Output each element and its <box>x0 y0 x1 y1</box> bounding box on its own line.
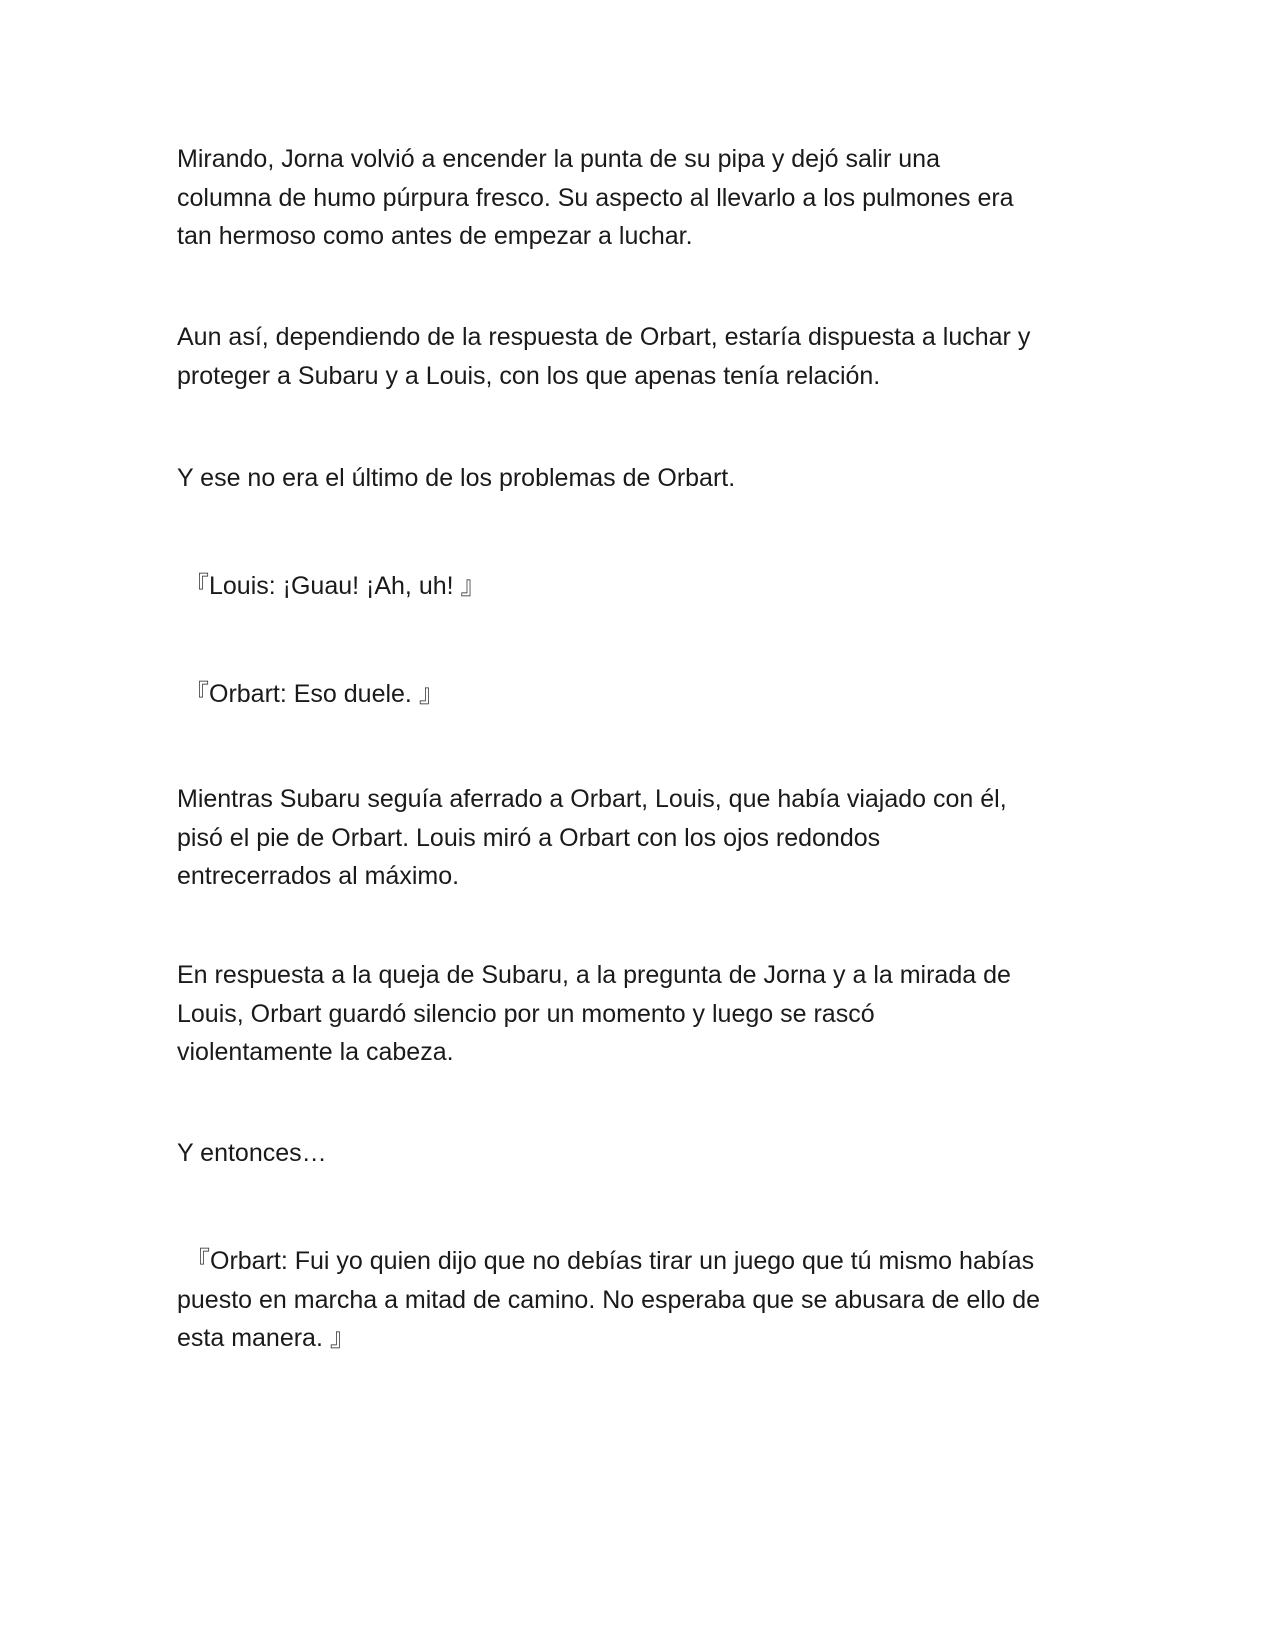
text-line: Y entonces… <box>177 1139 327 1167</box>
text-line: entrecerrados al máximo. <box>177 862 460 890</box>
paragraph-jorna-protect <box>177 318 1097 395</box>
paragraph-problems <box>177 459 1097 498</box>
text-line: Mientras Subaru seguía aferrado a Orbart, Louis, que había viajado con él, <box>177 785 1007 813</box>
text-line: En respuesta a la queja de Subaru, a la pregunta de Jorna y a la mirada de <box>177 961 1011 989</box>
text-line: esta manera. 』 <box>177 1324 355 1352</box>
paragraph-louis-step <box>177 780 1097 896</box>
text-line: Aun así, dependiendo de la respuesta de Orbart, estaría dispuesta a luchar y <box>177 323 1031 351</box>
dialogue-orbart-game <box>177 1242 1097 1358</box>
text-line: Y ese no era el último de los problemas de Orbart. <box>177 464 736 492</box>
text-line: 『Orbart: Fui yo quien dijo que no debías tirar un juego que tú mismo habías <box>185 1247 1035 1275</box>
paragraph-jorna-pipe <box>177 140 1097 256</box>
paragraph-orbart-silence <box>177 956 1097 1072</box>
text-line: Mirando, Jorna volvió a encender la punta de su pipa y dejó salir una <box>177 145 940 173</box>
text-line: tan hermoso como antes de empezar a luchar. <box>177 222 693 250</box>
text-line: violentamente la cabeza. <box>177 1038 454 1066</box>
dialogue-louis <box>184 567 1104 606</box>
dialogue-orbart-pain <box>184 675 1104 714</box>
text-line: 『Louis: ¡Guau! ¡Ah, uh! 』 <box>184 572 486 600</box>
text-line: 『Orbart: Eso duele. 』 <box>184 680 444 708</box>
text-line: pisó el pie de Orbart. Louis miró a Orbart con los ojos redondos <box>177 823 881 852</box>
text-line: columna de humo púrpura fresco. Su aspecto al llevarlo a los pulmones era <box>177 183 1014 212</box>
paragraph-and-then <box>177 1134 1097 1173</box>
text-line: Louis, Orbart guardó silencio por un momento y luego se rascó <box>177 999 875 1028</box>
text-line: proteger a Subaru y a Louis, con los que apenas tenía relación. <box>177 361 881 390</box>
text-line: puesto en marcha a mitad de camino. No esperaba que se abusara de ello de <box>177 1285 1041 1314</box>
